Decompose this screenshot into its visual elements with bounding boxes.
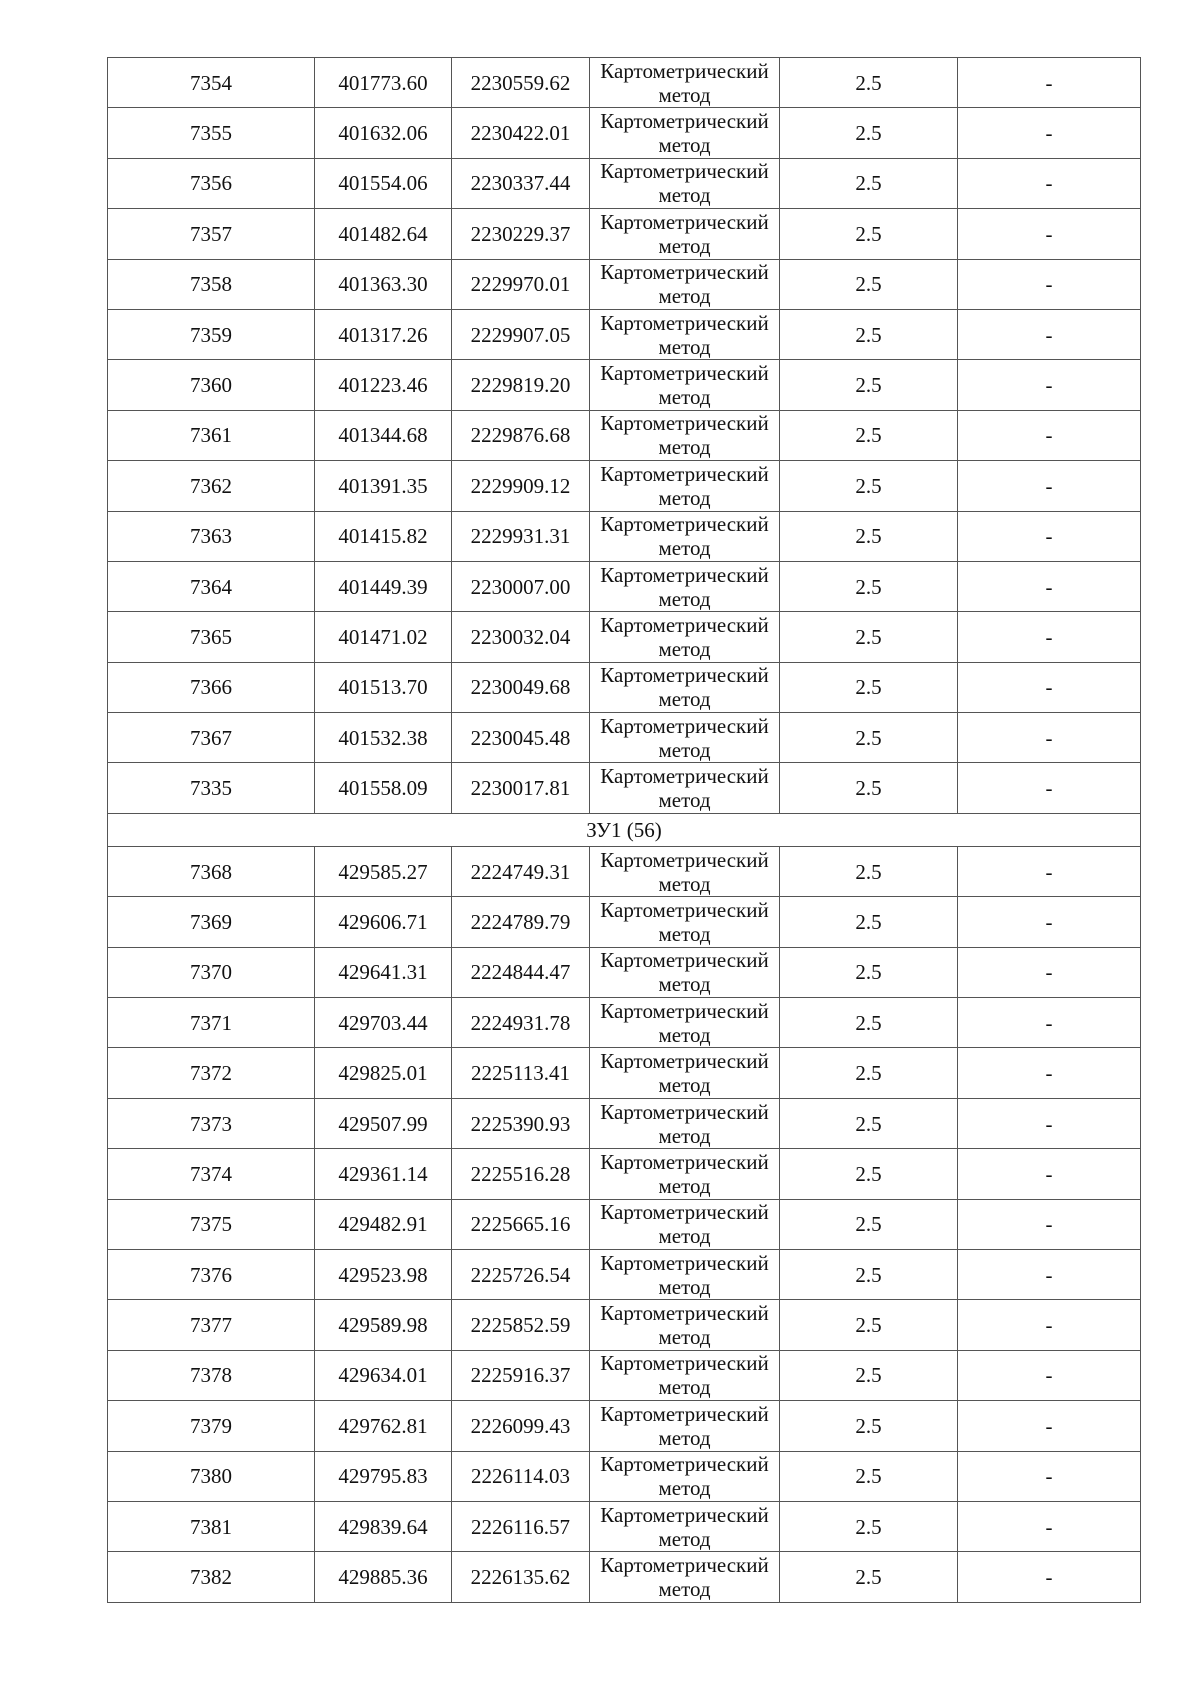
point-number-cell: 7370	[108, 947, 315, 997]
point-number-cell: 7362	[108, 461, 315, 511]
y-coordinate-cell: 2224749.31	[452, 846, 590, 896]
accuracy-cell: 2.5	[780, 1401, 958, 1451]
method-cell	[590, 1401, 780, 1451]
y-coordinate-cell: 2226114.03	[452, 1451, 590, 1501]
y-coordinate-cell: 2230045.48	[452, 713, 590, 763]
note-cell: -	[958, 713, 1141, 763]
table-row	[108, 846, 1141, 896]
accuracy-cell: 2.5	[780, 1149, 958, 1199]
method-cell	[590, 309, 780, 359]
accuracy-cell: 2.5	[780, 1098, 958, 1148]
accuracy-cell: 2.5	[780, 360, 958, 410]
method-cell	[590, 998, 780, 1048]
point-number-cell: 7364	[108, 561, 315, 611]
table-row	[108, 209, 1141, 259]
method-cell	[590, 713, 780, 763]
y-coordinate-cell: 2229931.31	[452, 511, 590, 561]
table-row	[108, 947, 1141, 997]
note-cell: -	[958, 1048, 1141, 1098]
method-line-2: метод	[658, 921, 711, 946]
y-coordinate-cell: 2230007.00	[452, 561, 590, 611]
y-coordinate-cell: 2230017.81	[452, 763, 590, 813]
method-line-1: Картометрический	[600, 361, 769, 386]
method-cell	[590, 158, 780, 208]
section-title: ЗУ1 (56)	[108, 813, 1141, 846]
x-coordinate-cell: 401317.26	[315, 309, 452, 359]
method-line-1: Картометрический	[600, 998, 769, 1023]
y-coordinate-cell: 2226099.43	[452, 1401, 590, 1451]
x-coordinate-cell: 429361.14	[315, 1149, 452, 1199]
method-line-1: Картометрический	[600, 461, 769, 486]
x-coordinate-cell: 429634.01	[315, 1350, 452, 1400]
method-line-2: метод	[658, 183, 711, 208]
method-line-2: метод	[658, 1375, 711, 1400]
accuracy-cell: 2.5	[780, 1199, 958, 1249]
accuracy-cell: 2.5	[780, 947, 958, 997]
point-number-cell: 7367	[108, 713, 315, 763]
method-line-2: метод	[658, 485, 711, 510]
accuracy-cell: 2.5	[780, 846, 958, 896]
accuracy-cell: 2.5	[780, 897, 958, 947]
method-line-1: Картометрический	[600, 1553, 769, 1578]
point-number-cell: 7357	[108, 209, 315, 259]
table-row	[108, 108, 1141, 158]
note-cell: -	[958, 158, 1141, 208]
table-row	[108, 1552, 1141, 1602]
point-number-cell: 7365	[108, 612, 315, 662]
x-coordinate-cell: 429606.71	[315, 897, 452, 947]
y-coordinate-cell: 2229909.12	[452, 461, 590, 511]
table-row	[108, 763, 1141, 813]
method-line-1: Картометрический	[600, 1049, 769, 1074]
point-number-cell: 7366	[108, 662, 315, 712]
method-line-2: метод	[658, 737, 711, 762]
method-line-2: метод	[658, 1173, 711, 1198]
note-cell: -	[958, 58, 1141, 108]
x-coordinate-cell: 429641.31	[315, 947, 452, 997]
point-number-cell: 7380	[108, 1451, 315, 1501]
point-number-cell: 7381	[108, 1501, 315, 1551]
x-coordinate-cell: 401632.06	[315, 108, 452, 158]
method-cell	[590, 561, 780, 611]
accuracy-cell: 2.5	[780, 209, 958, 259]
x-coordinate-cell: 401558.09	[315, 763, 452, 813]
point-number-cell: 7356	[108, 158, 315, 208]
y-coordinate-cell: 2226135.62	[452, 1552, 590, 1602]
point-number-cell: 7360	[108, 360, 315, 410]
method-line-2: метод	[658, 82, 711, 107]
x-coordinate-cell: 401482.64	[315, 209, 452, 259]
note-cell: -	[958, 209, 1141, 259]
method-cell	[590, 461, 780, 511]
method-cell	[590, 58, 780, 108]
note-cell: -	[958, 1199, 1141, 1249]
method-line-1: Картометрический	[600, 159, 769, 184]
note-cell: -	[958, 461, 1141, 511]
x-coordinate-cell: 401415.82	[315, 511, 452, 561]
method-line-2: метод	[658, 586, 711, 611]
coordinates-table	[107, 57, 1141, 1603]
method-line-2: метод	[658, 334, 711, 359]
method-line-1: Картометрический	[600, 411, 769, 436]
accuracy-cell: 2.5	[780, 461, 958, 511]
accuracy-cell: 2.5	[780, 309, 958, 359]
method-line-2: метод	[658, 1325, 711, 1350]
point-number-cell: 7361	[108, 410, 315, 460]
method-line-2: метод	[658, 233, 711, 258]
point-number-cell: 7375	[108, 1199, 315, 1249]
x-coordinate-cell: 429885.36	[315, 1552, 452, 1602]
y-coordinate-cell: 2230229.37	[452, 209, 590, 259]
point-number-cell: 7377	[108, 1300, 315, 1350]
x-coordinate-cell: 401513.70	[315, 662, 452, 712]
y-coordinate-cell: 2230559.62	[452, 58, 590, 108]
x-coordinate-cell: 429762.81	[315, 1401, 452, 1451]
method-line-2: метод	[658, 1022, 711, 1047]
y-coordinate-cell: 2230337.44	[452, 158, 590, 208]
x-coordinate-cell: 429507.99	[315, 1098, 452, 1148]
note-cell: -	[958, 1451, 1141, 1501]
method-line-1: Картометрический	[600, 1452, 769, 1477]
method-cell	[590, 1048, 780, 1098]
point-number-cell: 7382	[108, 1552, 315, 1602]
accuracy-cell: 2.5	[780, 259, 958, 309]
point-number-cell: 7368	[108, 846, 315, 896]
method-cell	[590, 1300, 780, 1350]
point-number-cell: 7378	[108, 1350, 315, 1400]
accuracy-cell: 2.5	[780, 763, 958, 813]
method-line-1: Картометрический	[600, 948, 769, 973]
point-number-cell: 7371	[108, 998, 315, 1048]
method-cell	[590, 1501, 780, 1551]
note-cell: -	[958, 511, 1141, 561]
note-cell: -	[958, 108, 1141, 158]
y-coordinate-cell: 2224789.79	[452, 897, 590, 947]
method-cell	[590, 1098, 780, 1148]
method-line-2: метод	[658, 284, 711, 309]
point-number-cell: 7355	[108, 108, 315, 158]
note-cell: -	[958, 410, 1141, 460]
x-coordinate-cell: 401223.46	[315, 360, 452, 410]
table-row	[108, 1149, 1141, 1199]
x-coordinate-cell: 429703.44	[315, 998, 452, 1048]
method-line-1: Картометрический	[600, 1149, 769, 1174]
method-cell	[590, 1199, 780, 1249]
method-line-1: Картометрический	[600, 562, 769, 587]
y-coordinate-cell: 2225726.54	[452, 1249, 590, 1299]
method-line-2: метод	[658, 1073, 711, 1098]
method-line-1: Картометрический	[600, 847, 769, 872]
accuracy-cell: 2.5	[780, 561, 958, 611]
note-cell: -	[958, 612, 1141, 662]
method-line-1: Картометрический	[600, 713, 769, 738]
note-cell: -	[958, 309, 1141, 359]
method-cell	[590, 1249, 780, 1299]
accuracy-cell: 2.5	[780, 612, 958, 662]
note-cell: -	[958, 561, 1141, 611]
table-row	[108, 998, 1141, 1048]
x-coordinate-cell: 401554.06	[315, 158, 452, 208]
method-cell	[590, 108, 780, 158]
method-line-1: Картометрический	[600, 260, 769, 285]
method-line-2: метод	[658, 1274, 711, 1299]
method-cell	[590, 1451, 780, 1501]
table-row	[108, 662, 1141, 712]
method-cell	[590, 410, 780, 460]
point-number-cell: 7379	[108, 1401, 315, 1451]
accuracy-cell: 2.5	[780, 410, 958, 460]
x-coordinate-cell: 401773.60	[315, 58, 452, 108]
method-cell	[590, 612, 780, 662]
method-line-2: метод	[658, 972, 711, 997]
method-cell	[590, 1552, 780, 1602]
method-line-2: метод	[658, 1476, 711, 1501]
method-cell	[590, 662, 780, 712]
y-coordinate-cell: 2230049.68	[452, 662, 590, 712]
point-number-cell: 7373	[108, 1098, 315, 1148]
method-line-2: метод	[658, 788, 711, 813]
table-row	[108, 612, 1141, 662]
accuracy-cell: 2.5	[780, 1350, 958, 1400]
note-cell: -	[958, 360, 1141, 410]
table-row	[108, 1501, 1141, 1551]
method-line-1: Картометрический	[600, 663, 769, 688]
accuracy-cell: 2.5	[780, 1048, 958, 1098]
note-cell: -	[958, 1249, 1141, 1299]
accuracy-cell: 2.5	[780, 662, 958, 712]
method-line-1: Картометрический	[600, 764, 769, 789]
table-row	[108, 897, 1141, 947]
table-row	[108, 58, 1141, 108]
method-cell	[590, 947, 780, 997]
accuracy-cell: 2.5	[780, 158, 958, 208]
method-line-1: Картометрический	[600, 512, 769, 537]
x-coordinate-cell: 429585.27	[315, 846, 452, 896]
table-row	[108, 1199, 1141, 1249]
y-coordinate-cell: 2229876.68	[452, 410, 590, 460]
method-line-2: метод	[658, 133, 711, 158]
accuracy-cell: 2.5	[780, 713, 958, 763]
table-row	[108, 1350, 1141, 1400]
table-row	[108, 1249, 1141, 1299]
table-row	[108, 1048, 1141, 1098]
note-cell: -	[958, 947, 1141, 997]
table-row	[108, 713, 1141, 763]
point-number-cell: 7369	[108, 897, 315, 947]
point-number-cell: 7358	[108, 259, 315, 309]
y-coordinate-cell: 2225916.37	[452, 1350, 590, 1400]
table-row	[108, 309, 1141, 359]
accuracy-cell: 2.5	[780, 1552, 958, 1602]
method-line-2: метод	[658, 1425, 711, 1450]
table-row	[108, 158, 1141, 208]
point-number-cell: 7363	[108, 511, 315, 561]
method-line-1: Картометрический	[600, 1301, 769, 1326]
method-line-2: метод	[658, 536, 711, 561]
section-header-row	[108, 813, 1141, 846]
note-cell: -	[958, 1552, 1141, 1602]
note-cell: -	[958, 1149, 1141, 1199]
note-cell: -	[958, 1350, 1141, 1400]
x-coordinate-cell: 429482.91	[315, 1199, 452, 1249]
x-coordinate-cell: 429795.83	[315, 1451, 452, 1501]
table-row	[108, 410, 1141, 460]
accuracy-cell: 2.5	[780, 108, 958, 158]
table-row	[108, 259, 1141, 309]
method-line-1: Картометрический	[600, 209, 769, 234]
y-coordinate-cell: 2229819.20	[452, 360, 590, 410]
x-coordinate-cell: 401449.39	[315, 561, 452, 611]
method-line-2: метод	[658, 1526, 711, 1551]
method-cell	[590, 360, 780, 410]
method-line-1: Картометрический	[600, 1099, 769, 1124]
y-coordinate-cell: 2224844.47	[452, 947, 590, 997]
method-cell	[590, 259, 780, 309]
accuracy-cell: 2.5	[780, 1451, 958, 1501]
y-coordinate-cell: 2225516.28	[452, 1149, 590, 1199]
table-row	[108, 360, 1141, 410]
note-cell: -	[958, 897, 1141, 947]
method-line-2: метод	[658, 636, 711, 661]
y-coordinate-cell: 2229907.05	[452, 309, 590, 359]
method-cell	[590, 846, 780, 896]
note-cell: -	[958, 763, 1141, 813]
accuracy-cell: 2.5	[780, 1249, 958, 1299]
method-cell	[590, 1149, 780, 1199]
method-cell	[590, 763, 780, 813]
x-coordinate-cell: 401532.38	[315, 713, 452, 763]
point-number-cell: 7335	[108, 763, 315, 813]
note-cell: -	[958, 662, 1141, 712]
y-coordinate-cell: 2226116.57	[452, 1501, 590, 1551]
method-line-1: Картометрический	[600, 1502, 769, 1527]
x-coordinate-cell: 401391.35	[315, 461, 452, 511]
table-row	[108, 1098, 1141, 1148]
method-line-2: метод	[658, 871, 711, 896]
table-row	[108, 1401, 1141, 1451]
note-cell: -	[958, 998, 1141, 1048]
point-number-cell: 7376	[108, 1249, 315, 1299]
point-number-cell: 7372	[108, 1048, 315, 1098]
note-cell: -	[958, 1501, 1141, 1551]
y-coordinate-cell: 2225665.16	[452, 1199, 590, 1249]
method-line-2: метод	[658, 385, 711, 410]
method-line-2: метод	[658, 1577, 711, 1602]
method-line-1: Картометрический	[600, 310, 769, 335]
x-coordinate-cell: 429825.01	[315, 1048, 452, 1098]
table-row	[108, 511, 1141, 561]
y-coordinate-cell: 2225390.93	[452, 1098, 590, 1148]
method-line-1: Картометрический	[600, 58, 769, 83]
method-line-2: метод	[658, 1224, 711, 1249]
method-line-1: Картометрический	[600, 109, 769, 134]
y-coordinate-cell: 2225113.41	[452, 1048, 590, 1098]
method-line-1: Картометрический	[600, 1250, 769, 1275]
method-cell	[590, 209, 780, 259]
method-cell	[590, 897, 780, 947]
accuracy-cell: 2.5	[780, 58, 958, 108]
point-number-cell: 7374	[108, 1149, 315, 1199]
x-coordinate-cell: 429839.64	[315, 1501, 452, 1551]
point-number-cell: 7354	[108, 58, 315, 108]
y-coordinate-cell: 2230422.01	[452, 108, 590, 158]
table-row	[108, 561, 1141, 611]
x-coordinate-cell: 429589.98	[315, 1300, 452, 1350]
accuracy-cell: 2.5	[780, 511, 958, 561]
method-line-1: Картометрический	[600, 612, 769, 637]
method-line-1: Картометрический	[600, 1351, 769, 1376]
y-coordinate-cell: 2229970.01	[452, 259, 590, 309]
method-line-1: Картометрический	[600, 1200, 769, 1225]
note-cell: -	[958, 259, 1141, 309]
method-line-1: Картометрический	[600, 897, 769, 922]
note-cell: -	[958, 1300, 1141, 1350]
table-row	[108, 1300, 1141, 1350]
note-cell: -	[958, 846, 1141, 896]
accuracy-cell: 2.5	[780, 998, 958, 1048]
method-cell	[590, 511, 780, 561]
method-line-2: метод	[658, 1123, 711, 1148]
point-number-cell: 7359	[108, 309, 315, 359]
table-row	[108, 1451, 1141, 1501]
coordinates-table-body	[108, 58, 1141, 1603]
y-coordinate-cell: 2224931.78	[452, 998, 590, 1048]
y-coordinate-cell: 2225852.59	[452, 1300, 590, 1350]
method-line-2: метод	[658, 687, 711, 712]
x-coordinate-cell: 401471.02	[315, 612, 452, 662]
x-coordinate-cell: 401363.30	[315, 259, 452, 309]
table-row	[108, 461, 1141, 511]
note-cell: -	[958, 1401, 1141, 1451]
y-coordinate-cell: 2230032.04	[452, 612, 590, 662]
method-line-2: метод	[658, 435, 711, 460]
note-cell: -	[958, 1098, 1141, 1148]
method-cell	[590, 1350, 780, 1400]
accuracy-cell: 2.5	[780, 1501, 958, 1551]
accuracy-cell: 2.5	[780, 1300, 958, 1350]
x-coordinate-cell: 401344.68	[315, 410, 452, 460]
method-line-1: Картометрический	[600, 1401, 769, 1426]
x-coordinate-cell: 429523.98	[315, 1249, 452, 1299]
